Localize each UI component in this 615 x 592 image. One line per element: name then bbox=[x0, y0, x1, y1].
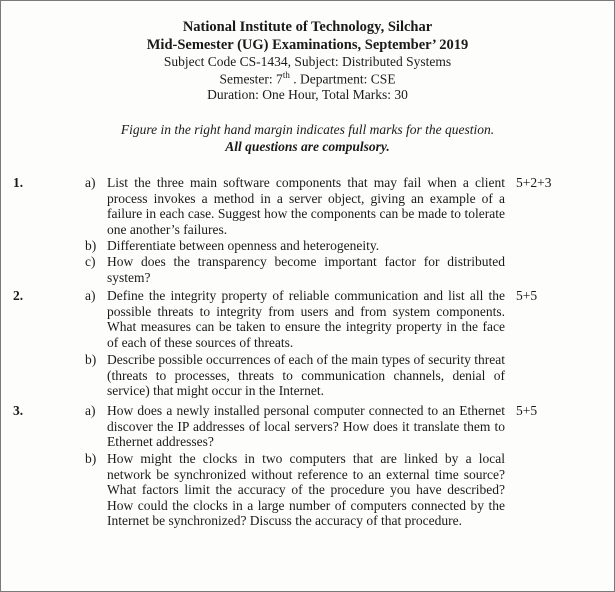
part-label: b) bbox=[85, 238, 97, 253]
part-label: c) bbox=[85, 254, 96, 269]
marks-note: Figure in the right hand margin indicates full marks for the question. bbox=[120, 122, 495, 137]
question-marks: 5+5 bbox=[516, 288, 538, 303]
question-text: Describe possible occurrences of each of the main types of security threat (threats to processes, threats to communication channels, denial of service) that might occur in the Internet. bbox=[107, 352, 505, 399]
exam-title: Mid-Semester (UG) Examinations, September’ 2019 bbox=[146, 37, 469, 53]
compulsory-note: All questions are compulsory. bbox=[225, 139, 390, 154]
question-marks: 5+2+3 bbox=[516, 175, 552, 190]
part-label: b) bbox=[85, 352, 97, 367]
question-number: 2. bbox=[13, 288, 24, 303]
part-label: a) bbox=[85, 175, 96, 190]
semester-line bbox=[1, 70, 614, 88]
department: . Department: CSE bbox=[289, 71, 396, 87]
question-number: 1. bbox=[13, 175, 24, 190]
question-text: How does the transparency become important factor for distributed system? bbox=[107, 254, 505, 285]
semester-ordinal: th bbox=[282, 70, 290, 80]
question-text: Differentiate between openness and heterogeneity. bbox=[107, 238, 380, 253]
question-text: List the three main software components that may fail when a client process invokes a method in a server object, giving an example of a failure in each case. Suggest how the components can be made to tolerate one another’s failures. bbox=[107, 175, 505, 237]
subject-line: Subject Code CS-1434, Subject: Distributed Systems bbox=[163, 54, 452, 69]
duration-line: Duration: One Hour, Total Marks: 30 bbox=[207, 87, 408, 102]
institute-name: National Institute of Technology, Silchar bbox=[182, 19, 433, 35]
part-label: a) bbox=[85, 403, 96, 418]
question-text: Define the integrity property of reliable communication and list all the possible threats to integrity from users and from system components. What measures can be taken to ensure the integrity property in the face of each of these sources of threats. bbox=[107, 288, 505, 350]
semester-prefix: Semester: 7 bbox=[219, 71, 283, 87]
part-label: b) bbox=[85, 451, 97, 466]
question-marks: 5+5 bbox=[516, 403, 538, 418]
part-label: a) bbox=[85, 288, 96, 303]
question-text: How might the clocks in two computers that are linked by a local network be synchronized without reference to an external time source? What factors limit the accuracy of the procedure you have described? How could the clocks in a large number of computers connected by the Internet be synchronized? Discuss the accuracy of that procedure. bbox=[107, 451, 505, 529]
question-number: 3. bbox=[13, 403, 24, 418]
question-text: How does a newly installed personal computer connected to an Ethernet discover the IP addresses of local servers? How does it translate them to Ethernet addresses? bbox=[107, 403, 505, 450]
